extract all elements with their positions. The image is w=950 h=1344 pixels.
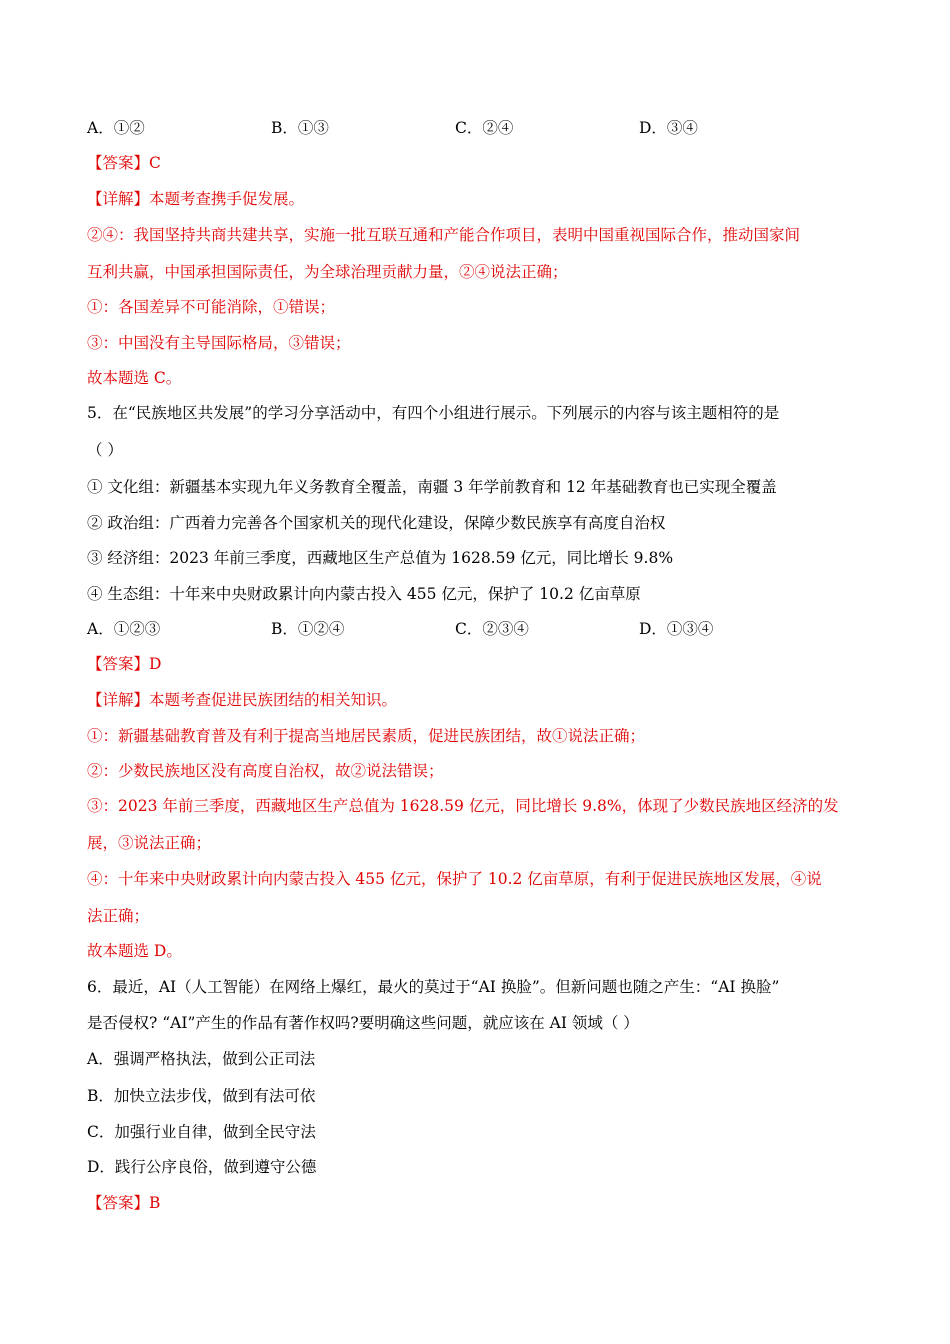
q5-explanation: ③：2023 年前三季度，西藏地区生产总值为 1628.59 亿元，同比增长 9.8%，体现了少数民族地区经济的发 [87,797,839,815]
q4-option-c[interactable]: C．②④ [455,119,514,137]
q5-explanation: ①：新疆基础教育普及有利于提高当地居民素质，促进民族团结，故①说法正确； [87,727,646,745]
q4-option-b[interactable]: B．①③ [271,119,329,137]
q4-option-a[interactable]: A．①② [87,119,145,137]
q6-option-c[interactable]: C．加强行业自律，做到全民守法 [87,1123,316,1141]
q6-option-d[interactable]: D．践行公序良俗，做到遵守公德 [87,1158,317,1176]
q5-stem: 5．在“民族地区共发展”的学习分享活动中，有四个小组进行展示。下列展示的内容与该主题相符的是 [87,404,780,422]
q5-explanation: ④：十年来中央财政累计向内蒙古投入 455 亿元，保护了 10.2 亿亩草原，有利于促进民族地区发展，④说 [87,870,822,888]
q5-option-b[interactable]: B．①②④ [271,620,345,638]
q4-answer: 【答案】C [87,154,161,172]
q5-option-d[interactable]: D．①③④ [639,620,714,638]
q4-option-d[interactable]: D．③④ [639,119,698,137]
q6-stem: 6．最近，AI（人工智能）在网络上爆红，最火的莫过于“AI 换脸”。但新问题也随之产生：“AI 换脸” [87,978,780,996]
q4-explanation: ②④：我国坚持共商共建共享，实施一批互联互通和产能合作项目，表明中国重视国际合作，推动国家间 [87,226,801,244]
q6-option-a[interactable]: A．强调严格执法，做到公正司法 [87,1050,316,1068]
q6-answer: 【答案】B [87,1194,161,1212]
q5-item-3: ③ 经济组：2023 年前三季度，西藏地区生产总值为 1628.59 亿元，同比增长 9.8% [87,549,674,567]
q5-explanation: 法正确； [87,907,150,925]
q5-detail: 【详解】本题考查促进民族团结的相关知识。 [87,691,398,709]
q6-stem: 是否侵权? “AI”产生的作品有著作权吗?要明确这些问题，就应该在 AI 领域（ ） [87,1014,639,1032]
q5-option-c[interactable]: C．②③④ [455,620,529,638]
q5-item-1: ① 文化组：新疆基本实现九年义务教育全覆盖，南疆 3 年学前教育和 12 年基础教育也已实现全覆盖 [87,478,777,496]
q5-item-4: ④ 生态组：十年来中央财政累计向内蒙古投入 455 亿元，保护了 10.2 亿亩草原 [87,585,641,603]
q4-conclusion: 故本题选 C。 [87,369,182,387]
q5-answer: 【答案】D [87,655,162,673]
q4-explanation: 互利共赢，中国承担国际责任，为全球治理贡献力量，②④说法正确； [87,263,568,281]
q4-explanation: ③：中国没有主导国际格局，③错误； [87,334,351,352]
q5-conclusion: 故本题选 D。 [87,942,182,960]
q5-item-2: ② 政治组：广西着力完善各个国家机关的现代化建设，保障少数民族享有高度自治权 [87,514,666,532]
q5-explanation: ②：少数民族地区没有高度自治权，故②说法错误； [87,762,444,780]
q6-option-b[interactable]: B．加快立法步伐，做到有法可依 [87,1087,316,1105]
q4-detail: 【详解】本题考查携手促发展。 [87,190,305,208]
q5-explanation: 展，③说法正确； [87,834,212,852]
q5-option-a[interactable]: A．①②③ [87,620,161,638]
q5-stem-blank: （ ） [87,441,123,459]
q4-explanation: ①：各国差异不可能消除，①错误； [87,298,336,316]
